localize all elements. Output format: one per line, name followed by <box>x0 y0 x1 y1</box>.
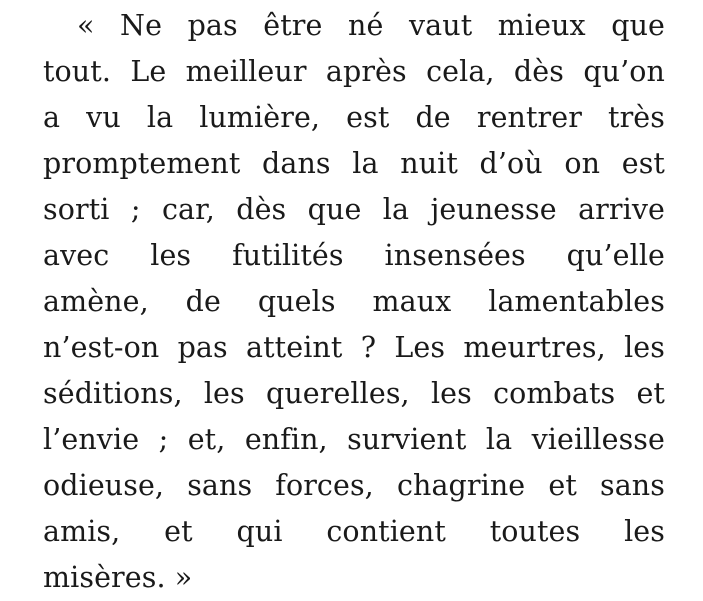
text-line: odieuse, sans forces, chagrine et sans <box>43 469 665 502</box>
text-line: amène, de quels maux lamentables <box>43 285 665 318</box>
text-line: n’est-on pas atteint ? Les meurtres, les <box>43 331 665 364</box>
text-line: « Ne pas être né vaut mieux que <box>77 9 665 42</box>
text-line: séditions, les querelles, les combats et <box>43 377 665 410</box>
text-line: amis, et qui contient toutes les <box>43 515 665 548</box>
text-line: promptement dans la nuit d’où on est <box>43 147 665 180</box>
text-line: misères. » <box>43 561 193 594</box>
text-line: l’envie ; et, enfin, survient la vieillesse <box>43 423 665 456</box>
text-line: tout. Le meilleur après cela, dès qu’on <box>43 55 665 88</box>
quote-paragraph <box>43 3 665 601</box>
text-line: avec les futilités insensées qu’elle <box>43 239 665 272</box>
text-line: a vu la lumière, est de rentrer très <box>43 101 665 134</box>
text-line: sorti ; car, dès que la jeunesse arrive <box>43 193 665 226</box>
